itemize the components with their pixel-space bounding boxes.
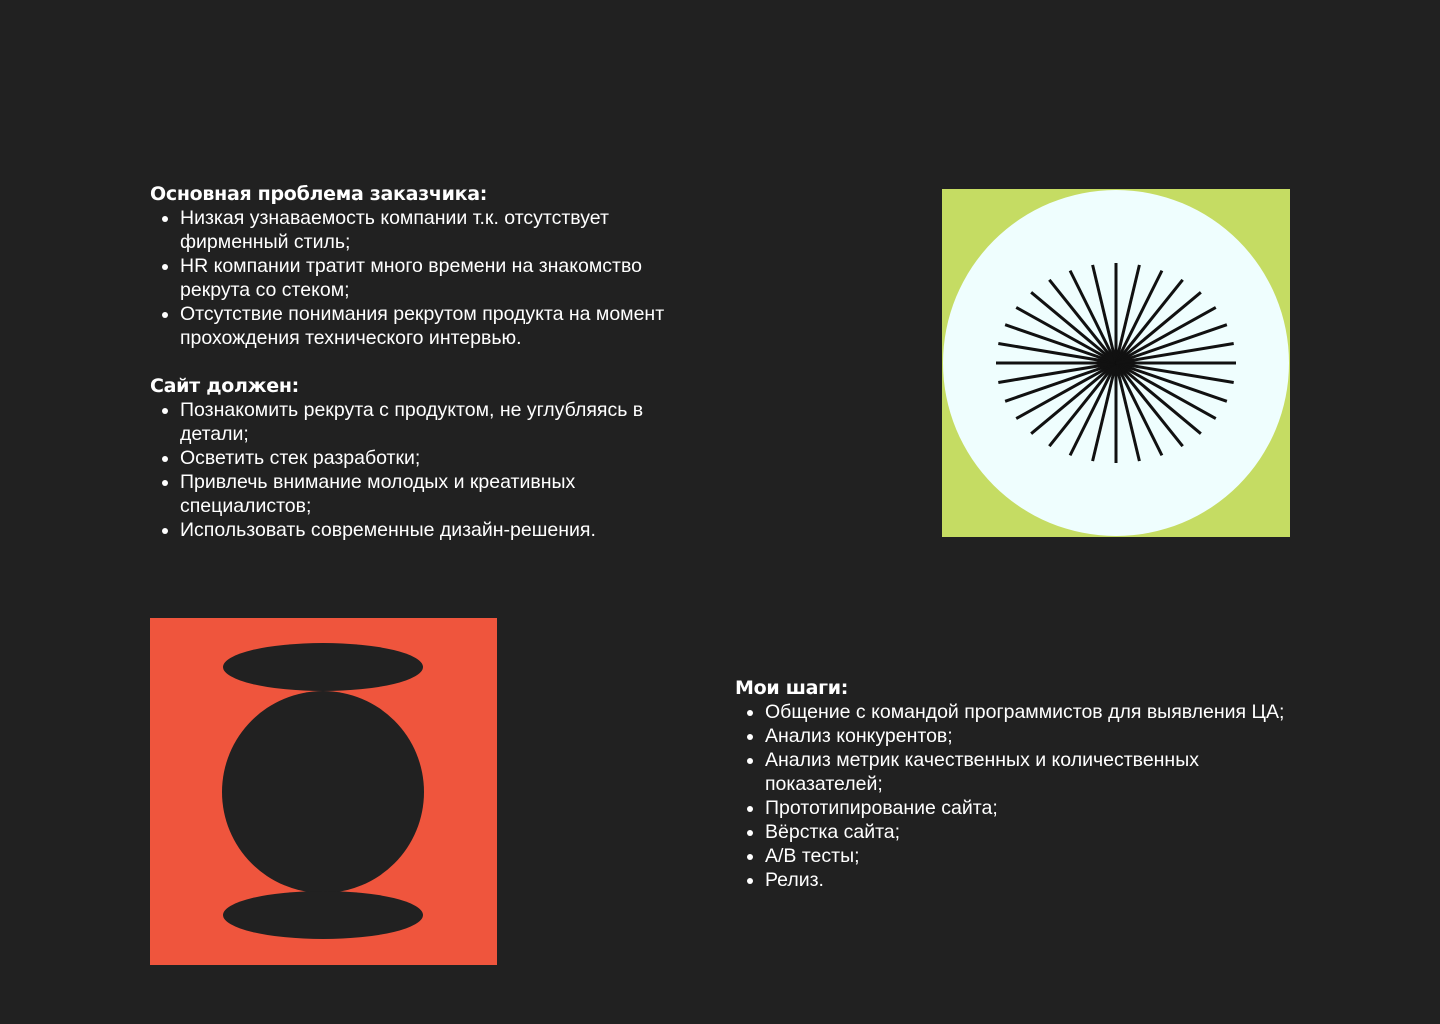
site-goals-heading: Сайт должен:: [150, 375, 299, 397]
list-item: • Релиз.: [765, 868, 1310, 892]
list-item: • Низкая узнаваемость компании т.к. отсутствует фирменный стиль;: [180, 206, 710, 254]
sphere-rings-icon: [150, 618, 497, 965]
list-item: • Вёрстка сайта;: [765, 820, 1310, 844]
client-problem-list: [150, 206, 710, 350]
my-steps-heading: Мои шаги:: [735, 677, 849, 699]
list-item: • Отсутствие понимания рекрутом продукта на момент прохождения технического интервью.: [180, 302, 710, 350]
list-item: • Прототипирование сайта;: [765, 796, 1310, 820]
list-item: • Познакомить рекрута с продуктом, не углубляясь в детали;: [180, 398, 710, 446]
site-goals-section: [150, 374, 710, 542]
list-item: • HR компании тратит много времени на знакомство рекрута со стеком;: [180, 254, 710, 302]
list-item: • A/B тесты;: [765, 844, 1310, 868]
list-item: • Анализ конкурентов;: [765, 724, 1310, 748]
list-item: • Осветить стек разработки;: [180, 446, 710, 470]
sunburst-rays: [996, 263, 1236, 463]
my-steps-section: [735, 676, 1310, 892]
list-item: • Анализ метрик качественных и количественных показателей;: [765, 748, 1310, 796]
bottom-ellipse: [223, 891, 423, 939]
sunburst-icon: [942, 189, 1290, 537]
sphere-illustration: [150, 618, 497, 965]
list-item: • Использовать современные дизайн-решения.: [180, 518, 710, 542]
client-problem-section: [150, 182, 710, 350]
top-ellipse: [223, 643, 423, 691]
my-steps-list: [735, 700, 1310, 892]
site-goals-list: [150, 398, 710, 542]
list-item: • Привлечь внимание молодых и креативных специалистов;: [180, 470, 710, 518]
sunburst-illustration: [942, 189, 1290, 537]
list-item: • Общение с командой программистов для выявления ЦА;: [765, 700, 1310, 724]
center-sphere: [222, 691, 424, 893]
client-problem-heading: Основная проблема заказчика:: [150, 183, 488, 205]
